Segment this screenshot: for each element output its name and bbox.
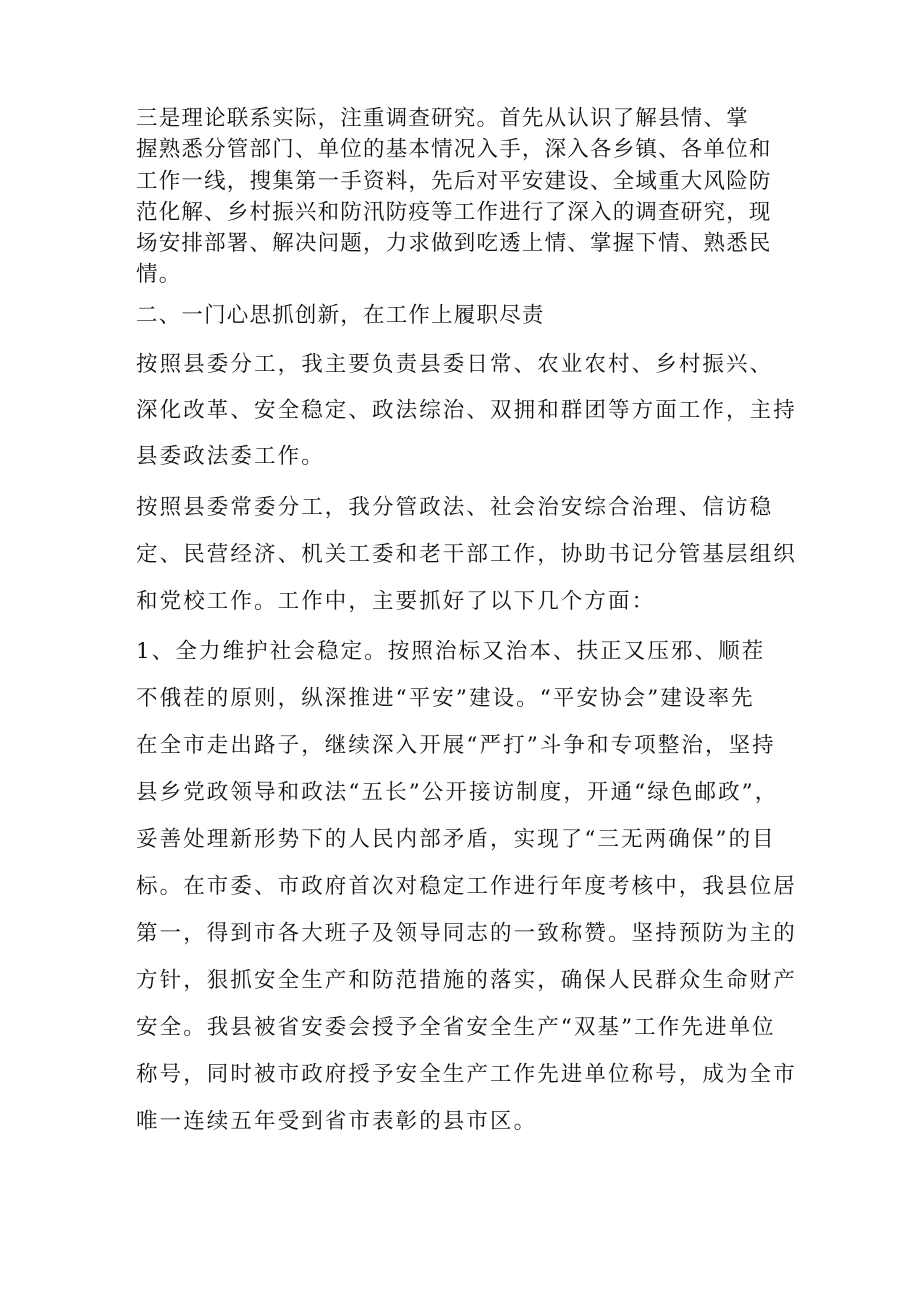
paragraph-line: 深化改革、安全稳定、政法综治、双拥和群团等方面工作，主持 [136,398,797,423]
paragraph-line: 县乡党政领导和政法“五长”公开接访制度，开通“绿色邮政”， [136,780,779,805]
section-heading: 二、一门心思抓创新，在工作上履职尽责 [136,303,545,328]
paragraph-line: 三是理论联系实际，注重调查研究。首先从认识了解县情、掌 [136,106,749,131]
paragraph-line: 定、民营经济、机关工委和老干部工作，协助书记分管基层组织 [136,542,797,567]
paragraph-line: 第一，得到市各大班子及领导同志的一致称赞。坚持预防为主的 [136,921,797,946]
paragraph-line: 妥善处理新形势下的人民内部矛盾，实现了“三无两确保”的目 [136,827,776,852]
paragraph-line: 1、全力维护社会稳定。按照治标又治本、扶正又压邪、顺茬 [136,639,766,664]
paragraph-line: 县委政法委工作。 [136,444,325,469]
paragraph-line: 安全。我县被省安委会授予全省安全生产“双基”工作先进单位 [136,1015,776,1040]
paragraph-line: 按照县委分工，我主要负责县委日常、农业农村、乡村振兴、 [136,352,774,377]
paragraph-line: 和党校工作。工作中，主要抓好了以下几个方面： [136,589,656,614]
paragraph-line: 方针，狠抓安全生产和防范措施的落实，确保人民群众生命财产 [136,968,797,993]
paragraph-line: 在全市走出路子，继续深入开展“严打”斗争和专项整治，坚持 [136,733,776,758]
paragraph-line: 范化解、乡村振兴和防汛防疫等工作进行了深入的调查研究，现 [136,200,772,225]
paragraph-line: 情。 [136,262,182,287]
paragraph-line: 标。在市委、市政府首次对稳定工作进行年度考核中，我县位居 [136,874,797,899]
paragraph-line: 按照县委常委分工，我分管政法、社会治安综合治理、信访稳 [136,495,774,520]
paragraph-line: 唯一连续五年受到省市表彰的县市区。 [136,1109,538,1134]
paragraph-line: 场安排部署、解决问题，力求做到吃透上情、掌握下情、熟悉民 [136,231,772,256]
paragraph-line: 称号，同时被市政府授予安全生产工作先进单位称号，成为全市 [136,1062,797,1087]
paragraph-line: 工作一线，搜集第一手资料，先后对平安建设、全域重大风险防 [136,169,772,194]
paragraph-line: 握熟悉分管部门、单位的基本情况入手，深入各乡镇、各单位和 [136,137,772,162]
paragraph-line: 不俄茬的原则，纵深推进“平安”建设。“平安协会”建设率先 [136,686,755,711]
